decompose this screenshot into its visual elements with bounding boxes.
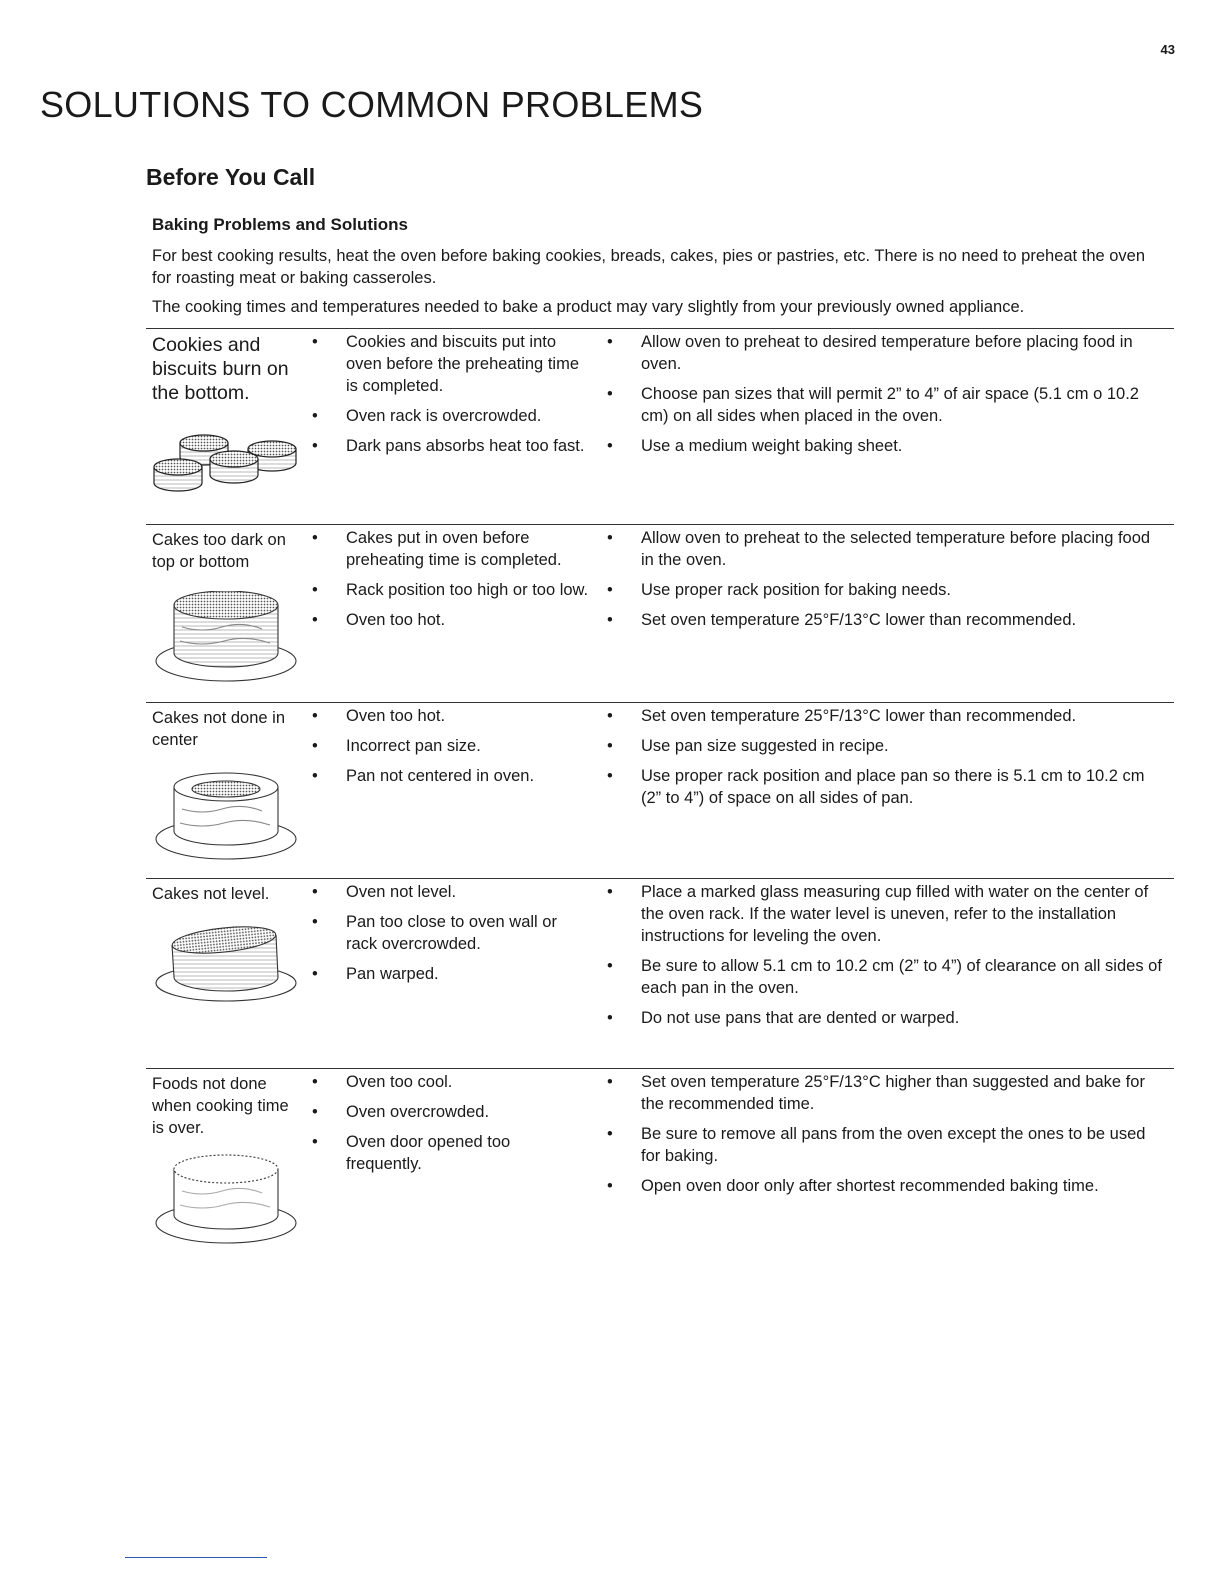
page-title: SOLUTIONS TO COMMON PROBLEMS — [40, 84, 704, 125]
problem-text: Cakes not done in center — [152, 709, 286, 749]
solutions-column — [605, 705, 1165, 817]
table-row — [146, 1068, 1174, 1269]
list-item: • Cakes put in oven before preheating time is completed. — [312, 529, 562, 569]
burnt-cookies-icon — [152, 429, 298, 499]
solutions-column — [605, 881, 1165, 1037]
table-row — [146, 878, 1174, 1068]
list-item: • Dark pans absorbs heat too fast. — [312, 437, 585, 455]
causes-column — [310, 331, 590, 465]
problem-text: Foods not done when cooking time is over. — [152, 1075, 289, 1137]
problem-text: Cakes too dark on top or bottom — [152, 531, 286, 571]
list-item: • Place a marked glass measuring cup filled with water on the center of the oven rack. If the water level is uneven, refer to the installation instructions for leveling the oven. — [607, 883, 1149, 945]
list-item: • Use proper rack position for baking needs. — [607, 581, 952, 599]
list-item: • Pan too close to oven wall or rack overcrowded. — [312, 913, 557, 953]
list-item: • Allow oven to preheat to desired temperature before placing food in oven. — [607, 333, 1133, 373]
list-item: • Pan not centered in oven. — [312, 767, 535, 785]
list-item: • Rack position too high or too low. — [312, 581, 589, 599]
list-item: • Incorrect pan size. — [312, 737, 481, 755]
list-item: • Use proper rack position and place pan so there is 5.1 cm to 10.2 cm (2” to 4”) of space on all sides of pan. — [607, 767, 1145, 807]
list-item: • Cookies and biscuits put into oven before the preheating time is completed. — [312, 333, 579, 395]
list-item: • Oven too hot. — [312, 611, 446, 629]
list-item: • Pan warped. — [312, 965, 439, 983]
intro-paragraph: For best cooking results, heat the oven before baking cookies, breads, cakes, pies or pastries, etc. There is no need to preheat the oven for roasting meat or baking casseroles. — [152, 247, 1146, 287]
solutions-column — [605, 331, 1165, 465]
list-item: • Oven overcrowded. — [312, 1103, 490, 1121]
footer-rule — [125, 1557, 267, 1558]
table-row — [146, 702, 1174, 878]
list-item: • Set oven temperature 25°F/13°C lower than recommended. — [607, 707, 1077, 725]
undercooked-cake-icon — [152, 1153, 302, 1248]
list-item: • Oven rack is overcrowded. — [312, 407, 542, 425]
uneven-cake-icon — [152, 921, 302, 1006]
causes-column — [310, 527, 590, 639]
subsection-title: Baking Problems and Solutions — [152, 215, 408, 234]
section-title: Before You Call — [146, 164, 316, 190]
list-item: • Oven too hot. — [312, 707, 446, 725]
causes-column — [310, 1071, 590, 1183]
list-item: • Be sure to remove all pans from the oven except the ones to be used for baking. — [607, 1125, 1146, 1165]
list-item: • Set oven temperature 25°F/13°C higher than suggested and bake for the recommended time. — [607, 1073, 1145, 1113]
table-row — [146, 524, 1174, 702]
list-item: • Oven too cool. — [312, 1073, 453, 1091]
causes-column — [310, 705, 590, 795]
problem-text: Cookies and biscuits burn on the bottom. — [152, 334, 289, 404]
page-number: 43 — [1160, 42, 1175, 57]
intro-paragraph: The cooking times and temperatures needed to bake a product may vary slightly from your previously owned appliance. — [152, 298, 1025, 316]
problem-table — [146, 328, 1174, 1269]
solutions-column — [605, 1071, 1165, 1205]
sunken-cake-icon — [152, 769, 302, 864]
dark-cake-icon — [152, 591, 302, 686]
list-item: • Open oven door only after shortest recommended baking time. — [607, 1177, 1099, 1195]
list-item: • Do not use pans that are dented or warped. — [607, 1009, 960, 1027]
solutions-column — [605, 527, 1165, 639]
list-item: • Oven door opened too frequently. — [312, 1133, 511, 1173]
table-row — [146, 328, 1174, 524]
list-item: • Choose pan sizes that will permit 2” to 4” of air space (5.1 cm o 10.2 cm) on all sides when placed in the oven. — [607, 385, 1139, 425]
list-item: • Allow oven to preheat to the selected temperature before placing food in the oven. — [607, 529, 1151, 569]
problem-text: Cakes not level. — [152, 885, 270, 903]
list-item: • Use a medium weight baking sheet. — [607, 437, 903, 455]
list-item: • Use pan size suggested in recipe. — [607, 737, 889, 755]
causes-column — [310, 881, 590, 993]
list-item: • Be sure to allow 5.1 cm to 10.2 cm (2” to 4”) of clearance on all sides of each pan in the oven. — [607, 957, 1162, 997]
list-item: • Set oven temperature 25°F/13°C lower than recommended. — [607, 611, 1077, 629]
list-item: • Oven not level. — [312, 883, 457, 901]
